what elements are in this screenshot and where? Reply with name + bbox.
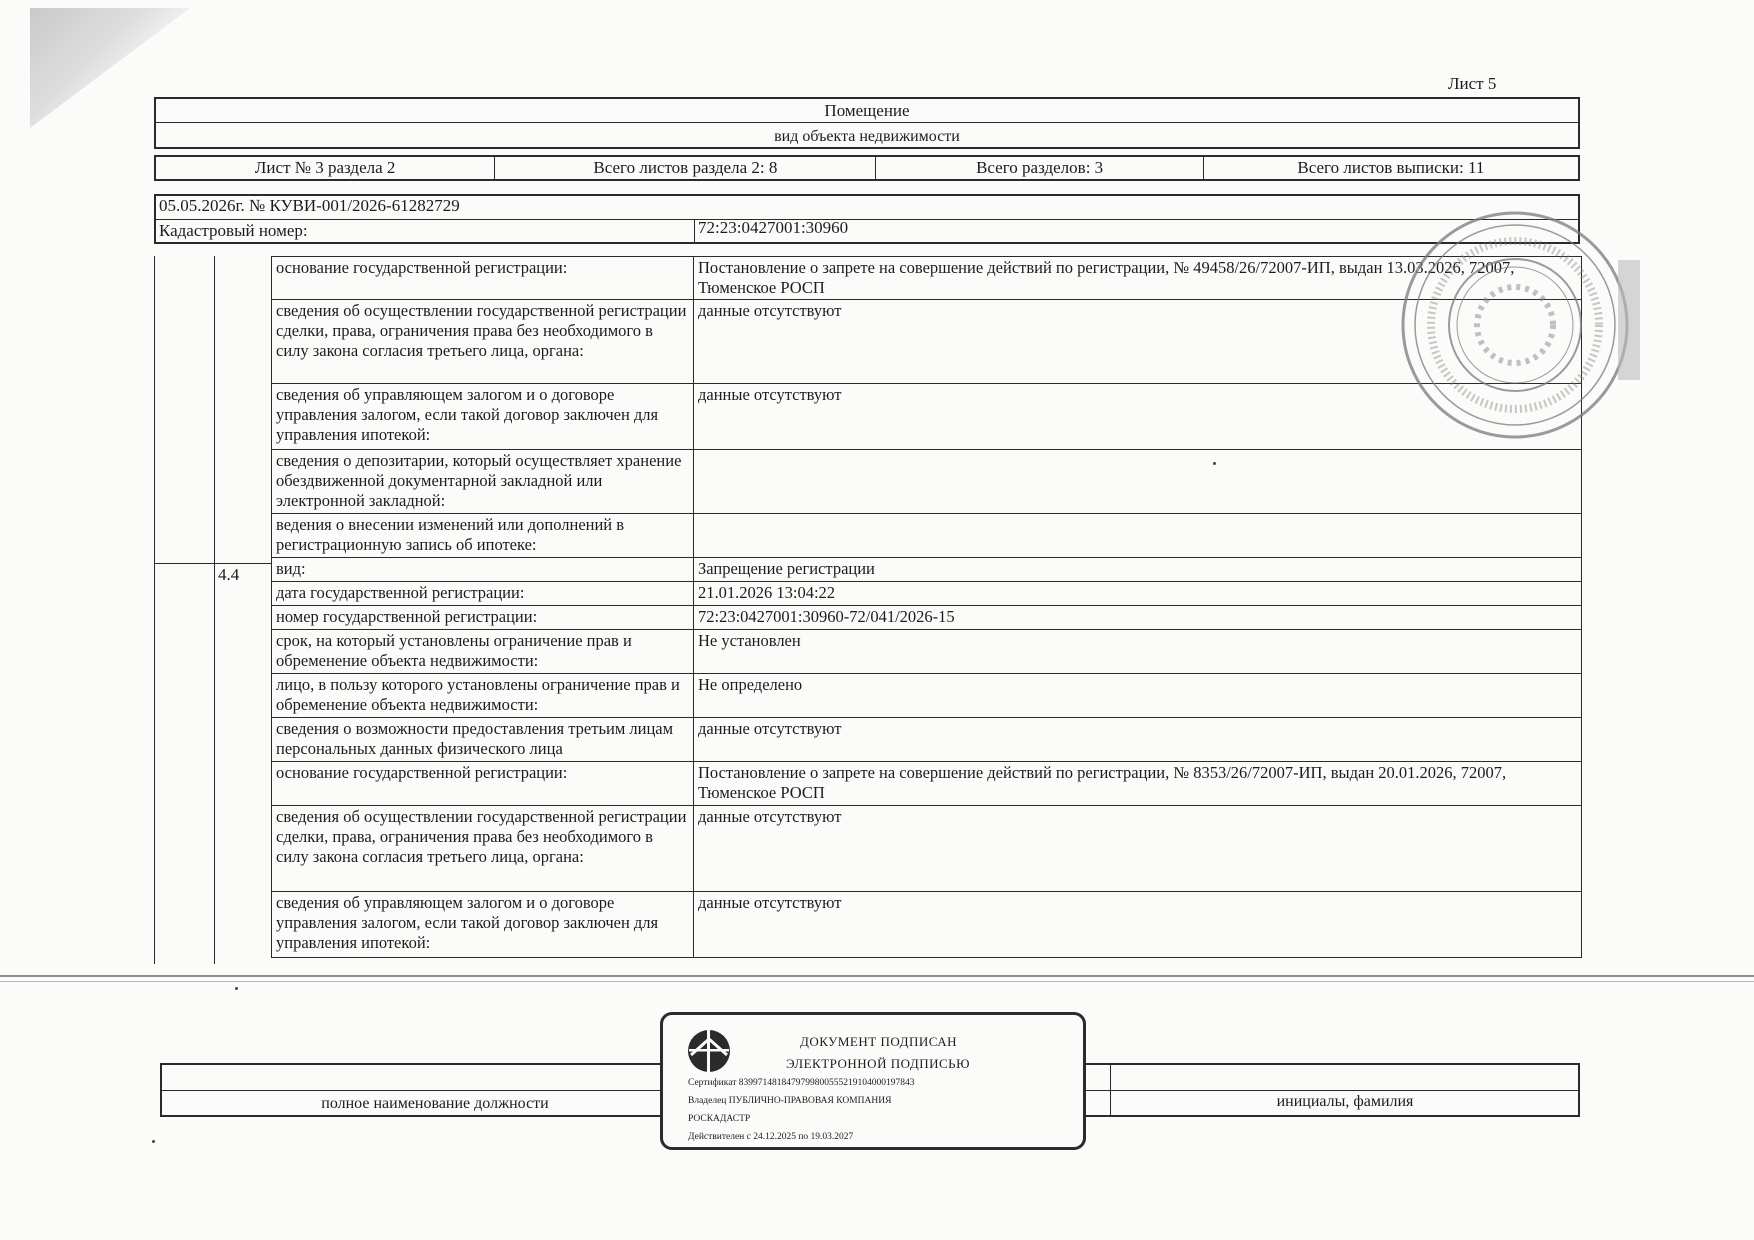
margin-line [214, 256, 215, 964]
row-value [694, 450, 1582, 514]
scan-artifact [1213, 462, 1216, 465]
row-value: Не установлен [694, 630, 1582, 674]
table-row [272, 450, 1582, 514]
row-value [694, 514, 1582, 558]
row-value: Постановление о запрете на совершение действий по регистрации, № 49458/26/72007-ИП, выдан 13.03.2026, 72007, Тюменское РОСП [694, 257, 1582, 300]
object-type: Помещение [824, 101, 910, 120]
table-row [272, 514, 1582, 558]
row-label: сведения об осуществлении государственной регистрации сделки, права, ограничения права без необходимого в силу закона согласия третьего лица, органа: [272, 300, 694, 384]
divider [0, 975, 1754, 977]
roskadastr-logo-icon [685, 1025, 733, 1077]
row-value: Не определено [694, 674, 1582, 718]
esign-certificate: Сертификат 8399714818479799800555219104000197843 [688, 1078, 915, 1088]
row-value: 72:23:0427001:30960-72/041/2026-15 [694, 606, 1582, 630]
table-row [272, 558, 1582, 582]
esign-owner: Владелец ПУБЛИЧНО-ПРАВОВАЯ КОМПАНИЯ [688, 1096, 892, 1106]
row-label: лицо, в пользу которого установлены ограничение прав и обременение объекта недвижимости: [272, 674, 694, 718]
row-label: сведения о возможности предоставления третьим лицам персональных данных физического лица [272, 718, 694, 762]
table-row [272, 606, 1582, 630]
scan-artifact [152, 1140, 155, 1143]
esign-validity: Действителен с 24.12.2025 по 19.03.2027 [688, 1132, 854, 1142]
section-number: 4.4 [218, 565, 240, 584]
position-caption: полное наименование должности [321, 1095, 549, 1112]
row-label: вид: [272, 558, 694, 582]
row-value: данные отсутствуют [694, 300, 1582, 384]
row-label: срок, на который установлены ограничение прав и обременение объекта недвижимости: [272, 630, 694, 674]
cadastral-number: 72:23:0427001:30960 [698, 218, 849, 237]
divider [0, 981, 1754, 982]
row-label: сведения об управляющем залогом и о договоре управления залогом, если такой договор заключен для управления ипотекой: [272, 384, 694, 450]
table-row [272, 892, 1582, 958]
name-caption: инициалы, фамилия [1276, 1093, 1414, 1110]
row-label: дата государственной регистрации: [272, 582, 694, 606]
table-row [272, 582, 1582, 606]
row-label: сведения о депозитарии, который осуществляет хранение обездвиженной документарной закладной или электронной закладной: [272, 450, 694, 514]
esign-owner-name: РОСКАДАСТР [688, 1114, 751, 1124]
divider [694, 219, 695, 244]
margin-line [154, 256, 155, 964]
divider [154, 219, 1580, 220]
table-row [272, 806, 1582, 892]
divider [154, 122, 1580, 123]
scan-artifact [235, 987, 238, 990]
total-sections: Всего разделов: 3 [876, 157, 1203, 179]
esign-title: ДОКУМЕНТ ПОДПИСАН [800, 1034, 958, 1049]
row-label: основание государственной регистрации: [272, 257, 694, 300]
row-value: данные отсутствуют [694, 718, 1582, 762]
row-label: сведения об осуществлении государственной регистрации сделки, права, ограничения права без необходимого в силу закона согласия третьего лица, органа: [272, 806, 694, 892]
row-label: ведения о внесении изменений или дополнений в регистрационную запись об ипотеке: [272, 514, 694, 558]
row-value: 21.01.2026 13:04:22 [694, 582, 1582, 606]
esign-subtitle: ЭЛЕКТРОННОЙ ПОДПИСЬЮ [786, 1056, 970, 1071]
row-value: Запрещение регистрации [694, 558, 1582, 582]
row-label: основание государственной регистрации: [272, 762, 694, 806]
row-label: сведения об управляющем залогом и о договоре управления залогом, если такой договор заключен для управления ипотекой: [272, 892, 694, 958]
sheet-number: Лист 5 [1448, 74, 1497, 93]
cadastral-label: Кадастровый номер: [159, 221, 308, 240]
divider [154, 563, 271, 564]
total-section-sheets: Всего листов раздела 2: 8 [495, 157, 876, 179]
row-value: Постановление о запрете на совершение действий по регистрации, № 8353/26/72007-ИП, выдан 20.01.2026, 72007, Тюменское РОСП [694, 762, 1582, 806]
row-value: данные отсутствуют [694, 384, 1582, 450]
table-row [272, 630, 1582, 674]
sheet-info-row [154, 155, 1580, 181]
table-row [272, 762, 1582, 806]
round-seal-icon [1380, 200, 1650, 450]
row-label: номер государственной регистрации: [272, 606, 694, 630]
sheet-of-section: Лист № 3 раздела 2 [156, 157, 495, 179]
object-kind-caption: вид объекта недвижимости [774, 128, 960, 145]
table-row [272, 718, 1582, 762]
row-value: данные отсутствуют [694, 806, 1582, 892]
table-row [272, 674, 1582, 718]
request-number: 05.05.2026г. № КУВИ-001/2026-61282729 [159, 196, 460, 215]
row-value: данные отсутствуют [694, 892, 1582, 958]
total-extract-sheets: Всего листов выписки: 11 [1297, 158, 1485, 177]
